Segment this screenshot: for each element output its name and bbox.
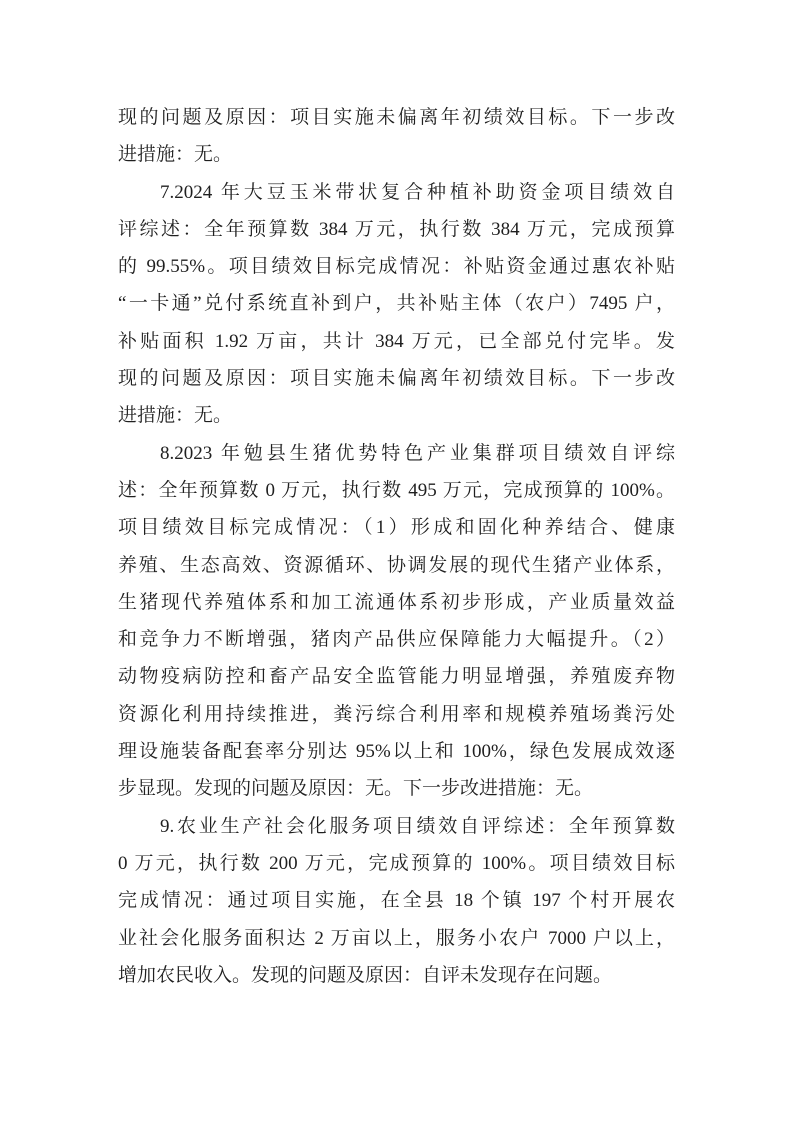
text-line: 业社会化服务面积达 2 万亩以上，服务小农户 7000 户以上， (118, 927, 675, 949)
page-body-text (118, 99, 675, 994)
text-line: 评综述：全年预算数 384 万元，执行数 384 万元，完成预算 (118, 218, 675, 240)
text-line: 现的问题及原因：项目实施未偏离年初绩效目标。下一步改 (118, 368, 675, 390)
text-line: 9.农业生产社会化服务项目绩效自评综述：全年预算数 (160, 815, 675, 837)
text-line: 项目绩效目标完成情况：（1）形成和固化种养结合、健康 (118, 517, 675, 539)
paragraph-continuation (118, 99, 675, 174)
text-line: 述：全年预算数 0 万元，执行数 495 万元，完成预算的 100%。 (118, 479, 675, 501)
paragraph-item-8 (118, 435, 675, 808)
text-line: 动物疫病防控和畜产品安全监管能力明显增强，养殖废弃物 (118, 666, 675, 688)
text-line: 补贴面积 1.92 万亩，共计 384 万元，已全部兑付完毕。发 (118, 330, 675, 352)
text-line: 7.2024 年大豆玉米带状复合种植补助资金项目绩效自 (160, 181, 675, 203)
text-line: 进措施：无。 (118, 144, 233, 166)
text-line: 理设施装备配套率分别达 95%以上和 100%，绿色发展成效逐 (118, 741, 675, 763)
text-line: 养殖、生态高效、资源循环、协调发展的现代生猪产业体系， (118, 554, 675, 576)
text-line: 8.2023 年勉县生猪优势特色产业集群项目绩效自评综 (160, 442, 675, 464)
text-line: 进措施：无。 (118, 405, 233, 427)
text-line: 的 99.55%。项目绩效目标完成情况：补贴资金通过惠农补贴 (118, 256, 675, 278)
text-line: 步显现。发现的问题及原因：无。下一步改进措施：无。 (118, 778, 594, 800)
text-line: 完成情况：通过项目实施，在全县 18 个镇 197 个村开展农 (118, 890, 675, 912)
text-line: “一卡通”兑付系统直补到户，共补贴主体（农户）7495 户， (118, 293, 675, 315)
paragraph-item-9 (118, 808, 675, 994)
text-line: 生猪现代养殖体系和加工流通体系初步形成，产业质量效益 (118, 591, 675, 613)
text-line: 现的问题及原因：项目实施未偏离年初绩效目标。下一步改 (118, 107, 675, 128)
text-line: 增加农民收入。发现的问题及原因：自评未发现存在问题。 (118, 964, 613, 986)
text-line: 0 万元，执行数 200 万元，完成预算的 100%。项目绩效目标 (118, 852, 675, 874)
text-line: 和竞争力不断增强，猪肉产品供应保障能力大幅提升。（2） (118, 629, 675, 651)
paragraph-item-7 (118, 174, 675, 435)
text-line: 资源化利用持续推进，粪污综合利用率和规模养殖场粪污处 (118, 703, 675, 725)
